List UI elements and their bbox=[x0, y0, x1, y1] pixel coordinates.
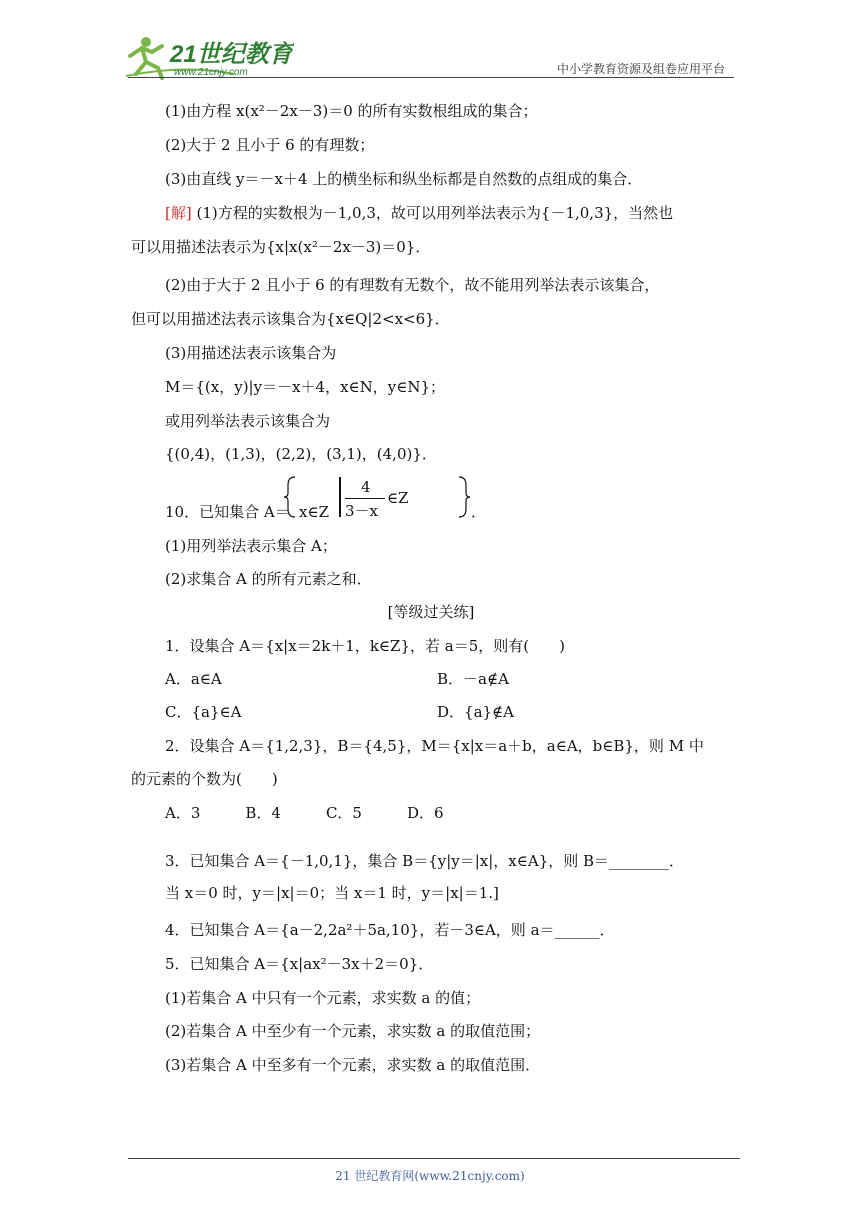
section-title: [等级过关练] bbox=[387, 603, 475, 621]
q1-option-d: D．{a}∉A bbox=[437, 703, 514, 721]
question-1: 1．设集合 A＝{x|x＝2k＋1，k∈Z}，若 a＝5，则有( ) bbox=[165, 637, 565, 655]
problem-10-part-2: (2)求集合 A 的所有元素之和． bbox=[165, 570, 372, 588]
header-divider bbox=[128, 77, 734, 78]
solution-line-7: 或用列举法表示该集合为 bbox=[165, 412, 331, 430]
q1-option-b: B．－a∉A bbox=[437, 670, 509, 688]
problem-10-part-1: (1)用列举法表示集合 A； bbox=[165, 537, 337, 555]
footer-divider bbox=[128, 1158, 740, 1159]
question-5: 5．已知集合 A＝{x|ax²－3x＋2＝0}． bbox=[165, 955, 434, 973]
q1-option-c: C．{a}∈A bbox=[165, 703, 242, 721]
problem-9-item-2: (2)大于 2 且小于 6 的有理数； bbox=[165, 136, 375, 154]
question-3-continued: 当 x＝0 时，y＝|x|＝0；当 x＝1 时，y＝|x|＝1.] bbox=[165, 884, 499, 902]
solution-line-8: {(0,4)，(1,3)，(2,2)，(3,1)，(4,0)}． bbox=[165, 445, 437, 463]
problem-10-suffix: ． bbox=[471, 503, 487, 521]
set-condition-left: x∈Z bbox=[299, 503, 329, 521]
solution-line-4: 但可以用描述法表示该集合为{x∈Q|2<x<6}． bbox=[131, 310, 450, 328]
solution-line-3: (2)由于大于 2 且小于 6 的有理数有无数个，故不能用列举法表示该集合， bbox=[165, 276, 660, 294]
question-5-part-1: (1)若集合 A 中只有一个元素，求实数 a 的值； bbox=[165, 989, 481, 1007]
question-2-options: A．3 B．4 C．5 D．6 bbox=[165, 804, 444, 822]
question-5-part-2: (2)若集合 A 中至少有一个元素，求实数 a 的取值范围； bbox=[165, 1022, 541, 1040]
set-condition-right: ∈Z bbox=[387, 489, 409, 507]
problem-9-item-3: (3)由直线 y＝－x＋4 上的横坐标和纵坐标都是自然数的点组成的集合． bbox=[165, 170, 643, 188]
question-4: 4．已知集合 A＝{a－2,2a²＋5a,10}，若－3∈A，则 a＝______． bbox=[165, 921, 615, 939]
runner-logo-icon bbox=[124, 34, 294, 80]
question-5-part-3: (3)若集合 A 中至多有一个元素，求实数 a 的取值范围． bbox=[165, 1056, 541, 1074]
q1-option-a: A．a∈A bbox=[165, 670, 222, 688]
footer-link[interactable]: 21 世纪教育网(www.21cnjy.com) bbox=[335, 1169, 525, 1183]
question-1-options-row-2 bbox=[165, 700, 665, 724]
platform-name: 中小学教育资源及组卷应用平台 bbox=[556, 62, 725, 76]
set-builder-bar bbox=[339, 477, 341, 517]
question-1-options-row-1 bbox=[165, 667, 665, 691]
fraction-numerator: 4 bbox=[361, 478, 371, 496]
solution-text-1: (1)方程的实数根为－1,0,3，故可以用列举法表示为{－1,0,3}，当然也 bbox=[191, 204, 674, 222]
solution-line-6: M＝{(x，y)|y＝－x＋4，x∈N，y∈N}； bbox=[165, 378, 446, 396]
problem-10-stem bbox=[165, 475, 485, 519]
problem-9-item-1: (1)由方程 x(x²－2x－3)＝0 的所有实数根组成的集合； bbox=[165, 102, 538, 120]
solution-tag: [解] bbox=[165, 204, 192, 222]
problem-10-prefix: 10．已知集合 A＝ bbox=[165, 503, 290, 521]
solution-line-1 bbox=[165, 201, 673, 225]
logo-url: www.21cnjy.com bbox=[174, 67, 248, 78]
question-3: 3．已知集合 A＝{－1,0,1}，集合 B＝{y|y＝|x|，x∈A}，则 B＝________． bbox=[165, 852, 685, 870]
question-2-continued: 的元素的个数为( ) bbox=[131, 770, 278, 788]
right-brace-icon bbox=[457, 475, 471, 519]
solution-line-5: (3)用描述法表示该集合为 bbox=[165, 344, 337, 362]
question-2: 2．设集合 A＝{1,2,3}，B＝{4,5}，M＝{x|x＝a＋b，a∈A，b∈B}，则 M 中 bbox=[165, 737, 704, 755]
logo-wordmark: 21世纪教育 bbox=[170, 41, 293, 68]
left-brace-icon bbox=[283, 475, 297, 519]
solution-line-2: 可以用描述法表示为{x|x(x²－2x－3)＝0}． bbox=[131, 238, 431, 256]
fraction-denominator: 3－x bbox=[345, 502, 379, 520]
site-logo[interactable] bbox=[124, 34, 294, 80]
